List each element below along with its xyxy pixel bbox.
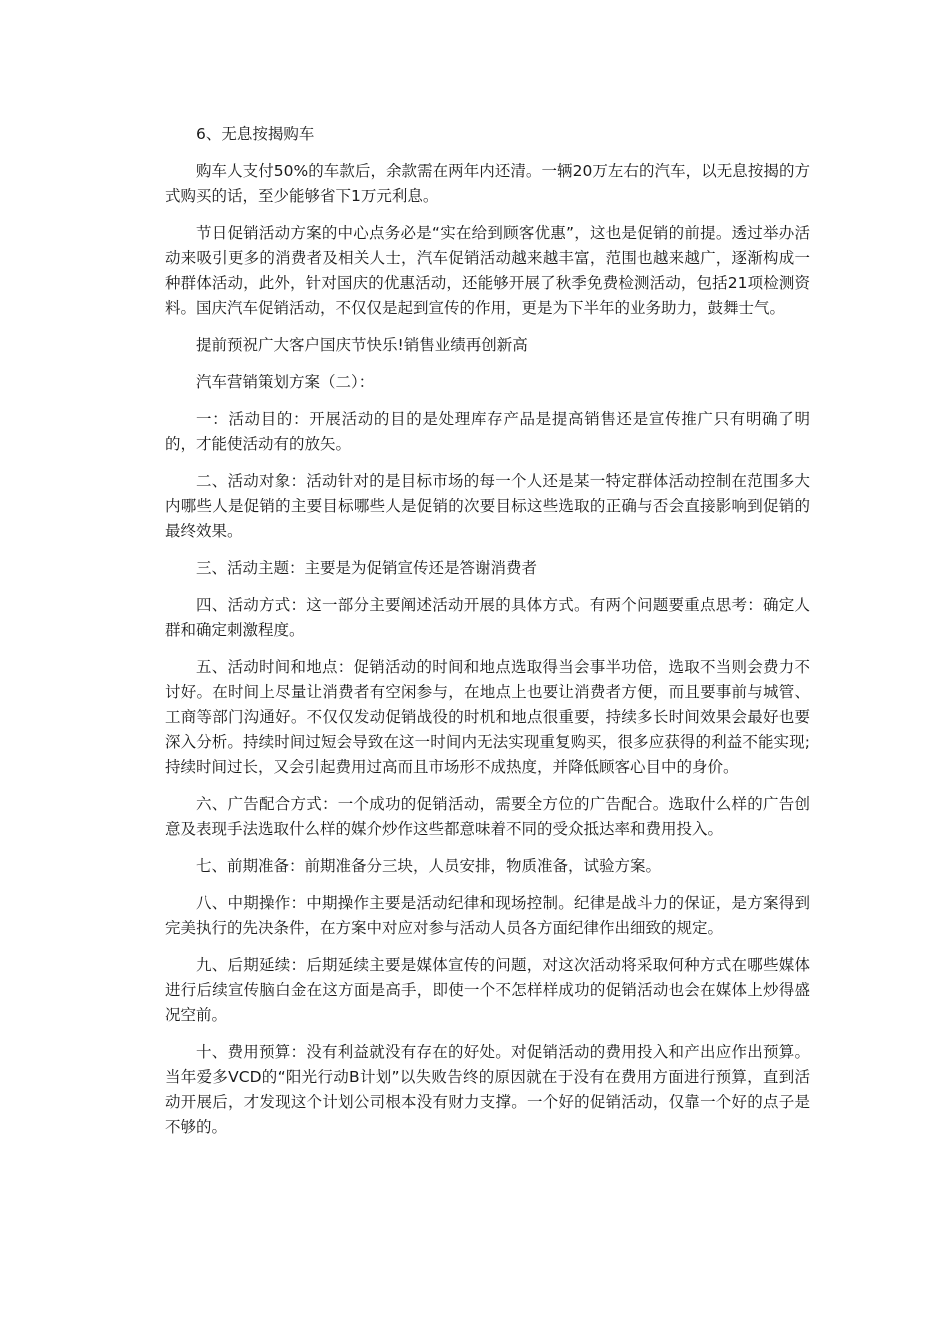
paragraph-mid-operation: 八、中期操作：中期操作主要是活动纪律和现场控制。纪律是战斗力的保证，是方案得到完美执行的先决条件，在方案中对应对参与活动人员各方面纪律作出细致的规定。 — [165, 894, 810, 937]
paragraph-preparation: 七、前期准备：前期准备分三块，人员安排，物质准备，试验方案。 — [196, 857, 662, 875]
paragraph-budget: 十、费用预算：没有利益就没有存在的好处。对促销活动的费用投入和产出应作出预算。当年爱多VCD的“阳光行动B计划”以失败告终的原因就在于没有在费用方面进行预算，直到活动开展后，才发现这个计划公司根本没有财力支撑。一个好的促销活动，仅靠一个好的点子是不够的。 — [165, 1043, 810, 1136]
paragraph-activity-goal: 一：活动目的：开展活动的目的是处理库存产品是提高销售还是宣传推广只有明确了明的，才能使活动有的放矢。 — [165, 410, 810, 453]
paragraph-follow-up: 九、后期延续：后期延续主要是媒体宣传的问题，对这次活动将采取何种方式在哪些媒体进行后续宣传脑白金在这方面是高手，即使一个不怎样样成功的促销活动也会在媒体上炒得盛况空前。 — [165, 956, 810, 1024]
section-heading-plan-two: 汽车营销策划方案（二）： — [196, 373, 375, 391]
paragraph-interest-free-detail: 购车人支付50%的车款后，余款需在两年内还清。一辆20万左右的汽车，以无息按揭的方式购买的话，至少能够省下1万元利息。 — [165, 162, 810, 205]
paragraph-activity-target: 二、活动对象：活动针对的是目标市场的每一个人还是某一特定群体活动控制在范围多大内哪些人是促销的主要目标哪些人是促销的次要目标这些选取的正确与否会直接影响到促销的最终效果。 — [165, 472, 810, 540]
paragraph-holiday-promotion: 节日促销活动方案的中心点务必是“实在给到顾客优惠”，这也是促销的前提。透过举办活动来吸引更多的消费者及相关人士，汽车促销活动越来越丰富，范围也越来越广，逐渐构成一种群体活动，此外，针对国庆的优惠活动，还能够开展了秋季免费检测活动，包括21项检测资料。国庆汽车促销活动，不仅仅是起到宣传的作用，更是为下半年的业务助力，鼓舞士气。 — [165, 224, 810, 317]
paragraph-time-place: 五、活动时间和地点：促销活动的时间和地点选取得当会事半功倍，选取不当则会费力不讨好。在时间上尽量让消费者有空闲参与，在地点上也要让消费者方便，而且要事前与城管、工商等部门沟通好。不仅仅发动促销战役的时机和地点很重要，持续多长时间效果会最好也要深入分析。持续时间过短会导致在这一时间内无法实现重复购买，很多应获得的利益不能实现;持续时间过长，又会引起费用过高而且市场形不成热度，并降低顾客心目中的身价。 — [165, 658, 810, 776]
paragraph-activity-method: 四、活动方式：这一部分主要阐述活动开展的具体方式。有两个问题要重点思考：确定人群和确定刺激程度。 — [165, 596, 810, 639]
paragraph-activity-theme: 三、活动主题：主要是为促销宣传还是答谢消费者 — [196, 559, 538, 577]
document-body — [165, 122, 810, 1152]
section-heading-interest-free: 6、无息按揭购车 — [196, 125, 315, 143]
paragraph-holiday-greeting: 提前预祝广大客户国庆节快乐!销售业绩再创新高 — [196, 336, 528, 354]
paragraph-advertising: 六、广告配合方式：一个成功的促销活动，需要全方位的广告配合。选取什么样的广告创意及表现手法选取什么样的媒介炒作这些都意味着不同的受众抵达率和费用投入。 — [165, 795, 810, 838]
